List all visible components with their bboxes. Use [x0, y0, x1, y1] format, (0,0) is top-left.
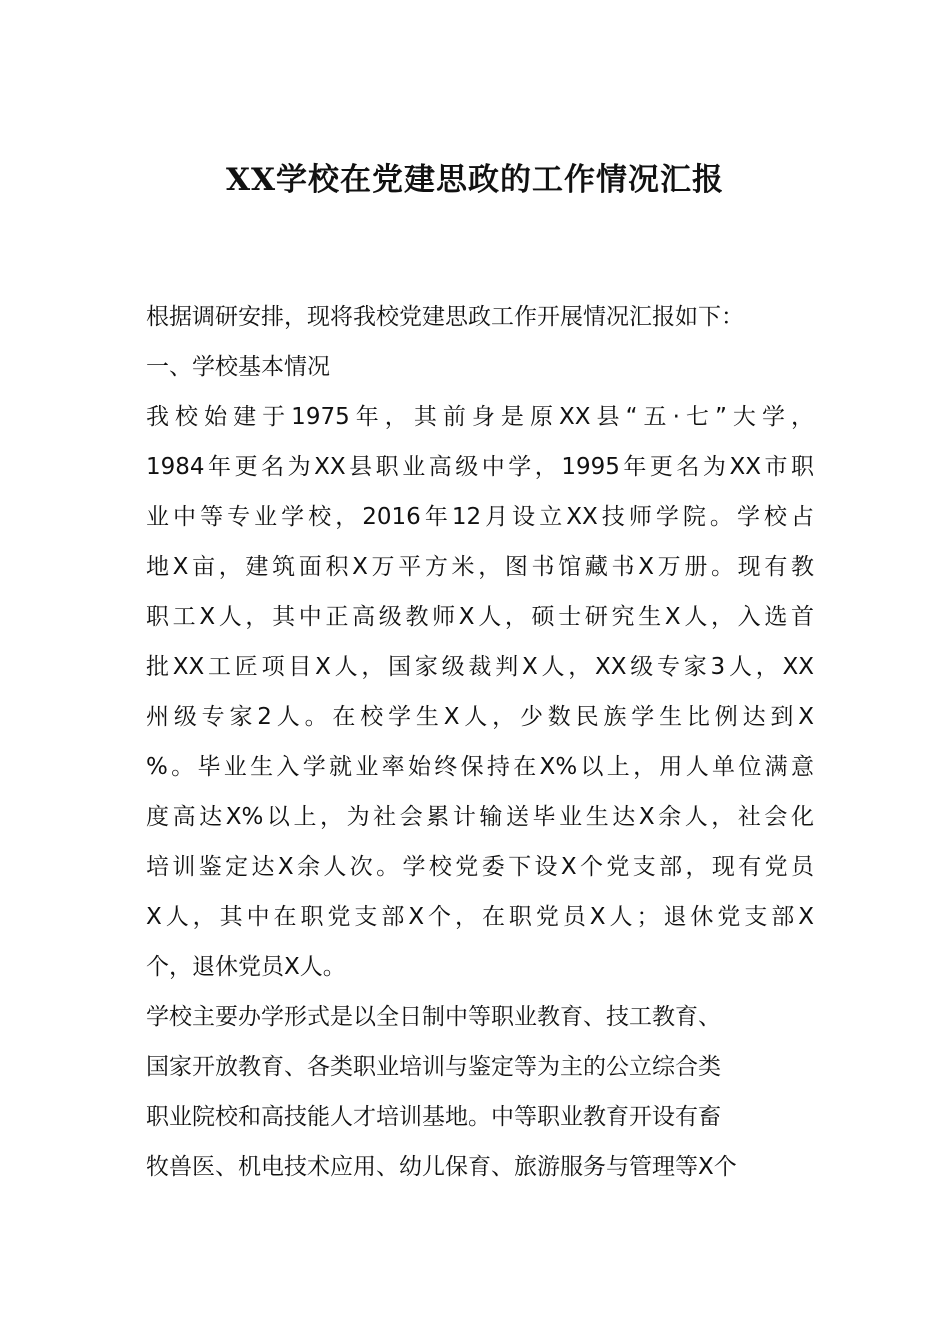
document-title: XX学校在党建思政的工作情况汇报	[225, 162, 725, 198]
paragraph-line: 州级专家2人。在校学生X人，少数民族学生比例达到X	[146, 704, 814, 730]
paragraph-line: 牧兽医、机电技术应用、幼儿保育、旅游服务与管理等X个	[146, 1154, 737, 1180]
paragraph-line: 职业院校和高技能人才培训基地。中等职业教育开设有畜	[146, 1104, 721, 1130]
paragraph-line: X人，其中在职党支部X个，在职党员X人；退休党支部X	[146, 904, 814, 930]
paragraph-line: %。毕业生入学就业率始终保持在X%以上，用人单位满意	[146, 754, 814, 780]
document-body	[146, 292, 814, 1192]
paragraph-line: 地X亩，建筑面积X万平方米，图书馆藏书X万册。现有教	[146, 554, 814, 580]
paragraph-line: 我校始建于1975年，其前身是原XX县“五·七”大学，	[146, 404, 814, 430]
paragraph-line: 业中等专业学校，2016年12月设立XX技师学院。学校占	[146, 504, 814, 530]
paragraph-line: 学校主要办学形式是以全日制中等职业教育、技工教育、	[146, 1004, 721, 1030]
paragraph-line: 度高达X%以上，为社会累计输送毕业生达X余人，社会化	[146, 804, 814, 830]
section-heading: 一、学校基本情况	[146, 354, 330, 380]
paragraph-line: 个，退休党员X人。	[146, 954, 346, 980]
paragraph-line: 培训鉴定达X余人次。学校党委下设X个党支部，现有党员	[146, 854, 814, 880]
paragraph-line: 国家开放教育、各类职业培训与鉴定等为主的公立综合类	[146, 1054, 721, 1080]
paragraph-line: 1984年更名为XX县职业高级中学，1995年更名为XX市职	[146, 454, 814, 480]
paragraph-line: 批XX工匠项目X人，国家级裁判X人，XX级专家3人，XX	[146, 654, 814, 680]
paragraph-line: 职工X人，其中正高级教师X人，硕士研究生X人，入选首	[146, 604, 814, 630]
paragraph-line-intro: 根据调研安排，现将我校党建思政工作开展情况汇报如下：	[146, 304, 744, 330]
